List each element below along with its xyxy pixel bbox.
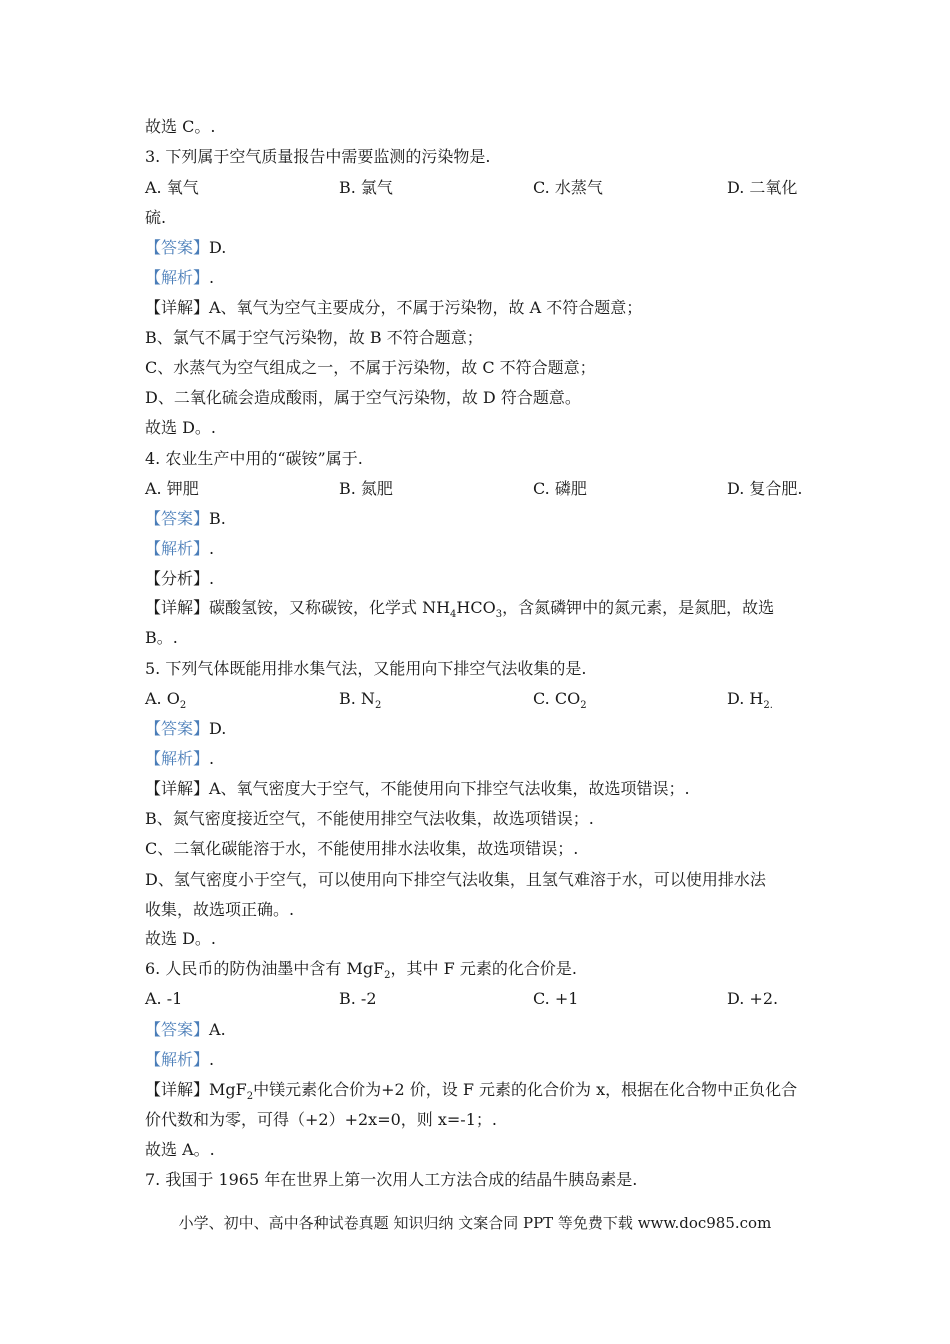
page-footer: 小学、初中、高中各种试卷真题 知识归纳 文案合同 PPT 等免费下载 www.doc985.com [178,1214,772,1232]
detail-text: 【详解】MgF [145,1080,247,1099]
option-d: D. 复合肥. [727,479,803,498]
answer-tag: 【答案】 [145,1020,210,1039]
question-6-detail-2: 价代数和为零，可得（+2）+2x=0，则 x=-1；. [145,1110,497,1129]
stem-text: ，其中 F 元素的化合价是. [390,959,577,978]
question-6-detail-1 [145,1079,797,1108]
analysis-value: . [209,539,215,558]
subscript: 3 [495,609,503,621]
question-3-detail-2: B、氯气不属于空气污染物，故 B 不符合题意； [145,328,483,347]
option-a: A. 氧气 [145,178,199,197]
question-5-detail-5: 收集，故选项正确。. [145,900,295,919]
question-3-detail-1: 【详解】A、氧气为空气主要成分，不属于污染物，故 A 不符合题意； [145,298,643,317]
question-5-answer [145,718,226,740]
question-4-detail-1 [145,597,774,626]
analysis-value: . [209,1050,215,1069]
question-7-stem: 7. 我国于 1965 年在世界上第一次用人工方法合成的结晶牛胰岛素是. [145,1170,638,1189]
question-6-stem [145,958,577,987]
answer-tag: 【答案】 [145,509,210,528]
detail-text: 中镁元素化合价为+2 价，设 F 元素的化合价为 x，根据在化合物中正负化合 [253,1080,798,1099]
question-4-detail-2: B。. [145,628,178,647]
answer-conclusion-2: 故选 C。. [145,117,216,136]
option-b: B. 氯气 [339,178,393,197]
option-d: D. 二氧化 [727,178,798,197]
option-b: B. 氮肥 [339,479,393,498]
question-4-stem: 4. 农业生产中用的“碳铵”属于. [145,449,363,468]
option-a: A. $O_2$ [145,689,187,712]
detail-text: HCO [456,598,496,617]
answer-tag: 【答案】 [145,719,210,738]
analysis-tag: 【解析】 [145,749,210,768]
subscript: 2 [246,1091,254,1103]
detail-text: ，含氮磷钾中的氮元素，是氮肥，故选 [502,598,775,617]
stem-text: 6. 人民币的防伪油墨中含有 MgF [145,959,385,978]
question-6-conclusion: 故选 A。. [145,1140,215,1159]
option-d: D. $H_{2.}$ [727,689,773,712]
answer-value: A. [209,1020,226,1039]
option-b: B. -2 [339,989,377,1008]
option-c: C. +1 [533,989,579,1008]
question-3-detail-3: C、水蒸气为空气组成之一，不属于污染物，故 C 不符合题意； [145,358,596,377]
question-4-fenxi: 【分析】. [145,569,215,588]
answer-value: D. [209,719,227,738]
question-3-conclusion: 故选 D。. [145,418,217,437]
option-c: C. $CO_2$ [533,689,587,712]
question-5-detail-1: 【详解】A、氧气密度大于空气，不能使用向下排空气法收集，故选项错误；. [145,779,690,798]
subscript: 2 [384,970,391,982]
option-b: B. $N_2$ [339,689,382,712]
question-5-options [145,688,805,710]
question-3-options [145,177,805,199]
analysis-tag: 【解析】 [145,268,210,287]
analysis-value: . [209,749,215,768]
question-5-stem: 5. 下列气体既能用排水集气法，又能用向下排空气法收集的是. [145,659,587,678]
answer-value: D. [209,238,227,257]
question-6-answer [145,1019,226,1041]
analysis-tag: 【解析】 [145,539,210,558]
answer-tag: 【答案】 [145,238,210,257]
question-6-options [145,988,805,1010]
option-a: A. 钾肥 [145,479,199,498]
question-5-analysis [145,748,214,770]
analysis-tag: 【解析】 [145,1050,210,1069]
question-3-analysis [145,267,214,289]
question-5-conclusion: 故选 D。. [145,929,217,948]
answer-value: B. [209,509,226,528]
option-d: D. +2. [727,989,779,1008]
question-3-answer [145,237,226,259]
question-4-analysis [145,538,214,560]
detail-text: 【详解】碳酸氢铵，又称碳铵，化学式 NH [145,598,451,617]
question-5-detail-3: C、二氧化碳能溶于水，不能使用排水法收集，故选项错误；. [145,839,579,858]
question-5-detail-4: D、氢气密度小于空气，可以使用向下排空气法收集，且氢气难溶于水，可以使用排水法 [145,870,766,889]
question-6-analysis [145,1049,214,1071]
question-3-stem: 3. 下列属于空气质量报告中需要监测的污染物是. [145,147,491,166]
question-3-option-wrap: 硫. [145,208,167,227]
option-a: A. -1 [145,989,183,1008]
question-3-detail-4: D、二氧化硫会造成酸雨，属于空气污染物，故 D 符合题意。 [145,388,581,407]
analysis-value: . [209,268,215,287]
option-c: C. 水蒸气 [533,178,603,197]
question-4-options [145,478,805,500]
question-4-answer [145,508,226,530]
option-c: C. 磷肥 [533,479,587,498]
subscript: 4 [450,609,457,621]
question-5-detail-2: B、氮气密度接近空气，不能使用排空气法收集，故选项错误；. [145,809,594,828]
